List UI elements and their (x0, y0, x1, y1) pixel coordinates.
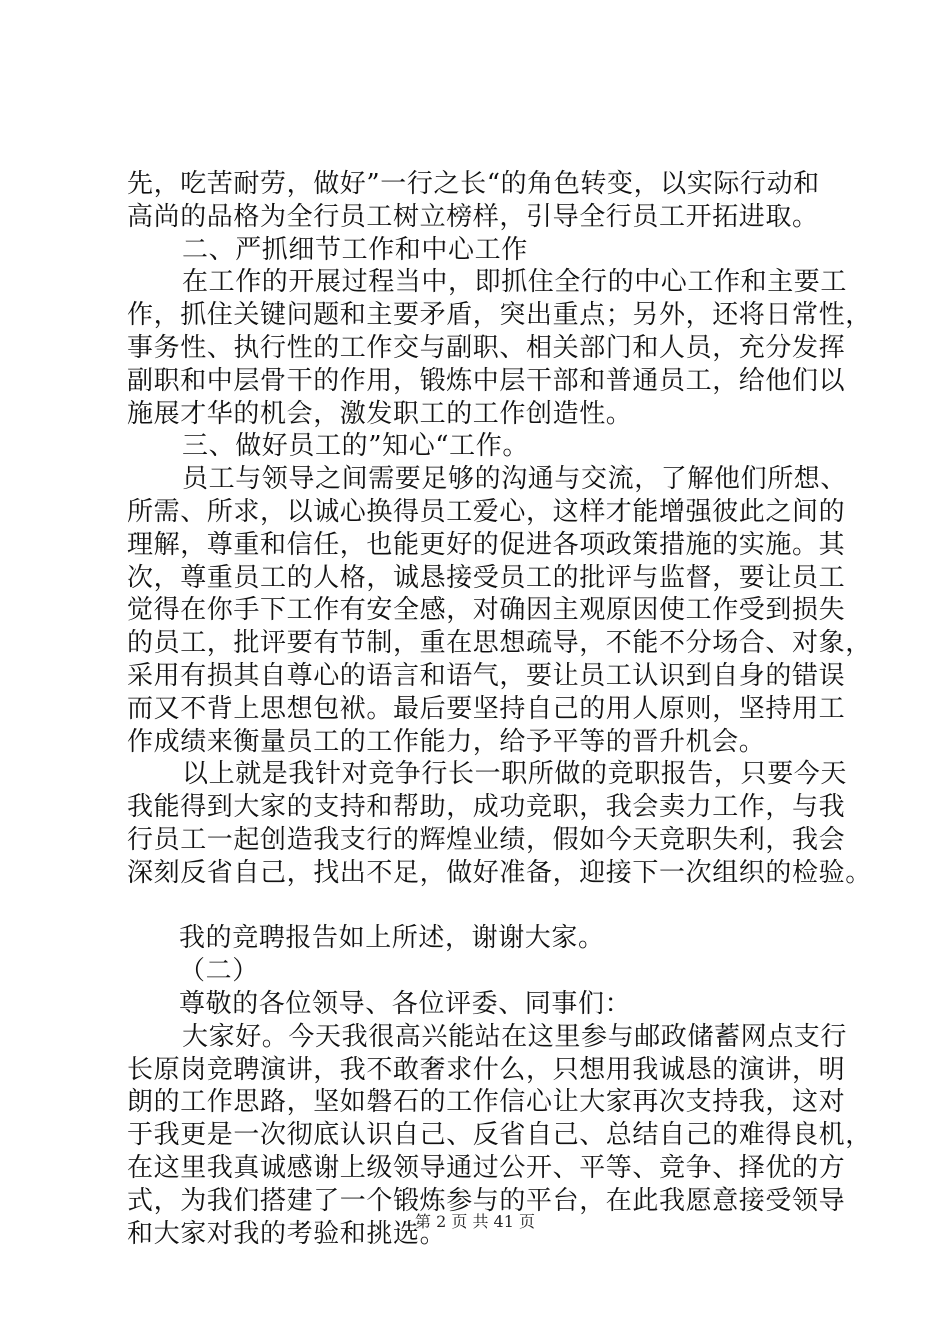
text-line: 式，为我们搭建了一个锻炼参与的平台，在此我愿意接受领导 (127, 1185, 846, 1216)
section-heading: （二） (179, 956, 259, 987)
text-line: 而又不背上思想包袱。最后要坚持自己的用人原则，坚持用工 (127, 693, 846, 724)
text-line: 在这里我真诚感谢上级领导通过公开、平等、竞争、择优的方 (127, 1152, 846, 1183)
text-line: 施展才华的机会，激发职工的工作创造性。 (127, 398, 633, 429)
text-line: 和大家对我的考验和挑选。 (127, 1218, 447, 1249)
text-line: 高尚的品格为全行员工树立榜样，引导全行员工开拓进取。 (127, 201, 819, 232)
text-line: 副职和中层骨干的作用，锻炼中层干部和普通员工，给他们以 (127, 365, 846, 396)
blank-line (127, 890, 847, 923)
text-line: 员工与领导之间需要足够的沟通与交流，了解他们所想、 (182, 464, 848, 495)
text-line: 以上就是我针对竞争行长一职所做的竞职报告，只要今天 (182, 759, 848, 790)
page-number-footer: 第 2 页 共 41 页 (415, 1212, 535, 1231)
document-body (127, 168, 872, 1250)
text-line: 朗的工作思路，坚如磐石的工作信心让大家再次支持我，这对 (127, 1087, 846, 1118)
section-heading: 二、严抓细节工作和中心工作 (182, 234, 528, 265)
text-line: 我能得到大家的支持和帮助，成功竞职，我会卖力工作，与我 (127, 792, 846, 823)
text-line: 于我更是一次彻底认识自己、反省自己、总结自己的难得良机， (127, 1120, 872, 1151)
text-line: 觉得在你手下工作有安全感，对确因主观原因使工作受到损失 (127, 595, 846, 626)
text-line: 在工作的开展过程当中，即抓住全行的中心工作和主要工 (182, 267, 848, 298)
text-line: 先，吃苦耐劳，做好”一行之长“的角色转变，以实际行动和 (127, 169, 820, 199)
text-line: 作成绩来衡量员工的工作能力，给予平等的晋升机会。 (127, 726, 766, 757)
text-line: 所需、所求，以诚心换得员工爱心，这样才能增强彼此之间的 (127, 496, 846, 527)
text-line: 行员工一起创造我支行的辉煌业绩，假如今天竞职失利，我会 (127, 824, 846, 855)
text-line: 次，尊重员工的人格，诚恳接受员工的批评与监督，要让员工 (127, 562, 846, 593)
text-line: 长原岗竞聘演讲，我不敢奢求什么，只想用我诚恳的演讲，明 (127, 1054, 846, 1085)
text-line: 事务性、执行性的工作交与副职、相关部门和人员，充分发挥 (127, 332, 846, 363)
text-line: 的员工，批评要有节制，重在思想疏导，不能不分场合、对象， (127, 628, 872, 659)
text-line: 采用有损其自尊心的语言和语气，要让员工认识到自身的错误 (127, 660, 846, 691)
text-line: 作，抓住关键问题和主要矛盾，突出重点；另外，还将日常性， (127, 300, 872, 331)
text-line: 深刻反省自己，找出不足，做好准备，迎接下一次组织的检验。 (127, 857, 872, 888)
salutation: 尊敬的各位领导、各位评委、同事们： (179, 988, 632, 1019)
text-line: 理解，尊重和信任，也能更好的促进各项政策措施的实施。其 (127, 529, 846, 560)
text-line: 我的竞聘报告如上所述，谢谢大家。 (179, 923, 605, 954)
text-line: 大家好。今天我很高兴能站在这里参与邮政储蓄网点支行 (182, 1021, 848, 1052)
section-heading: 三、做好员工的”知心“工作。 (182, 431, 529, 462)
